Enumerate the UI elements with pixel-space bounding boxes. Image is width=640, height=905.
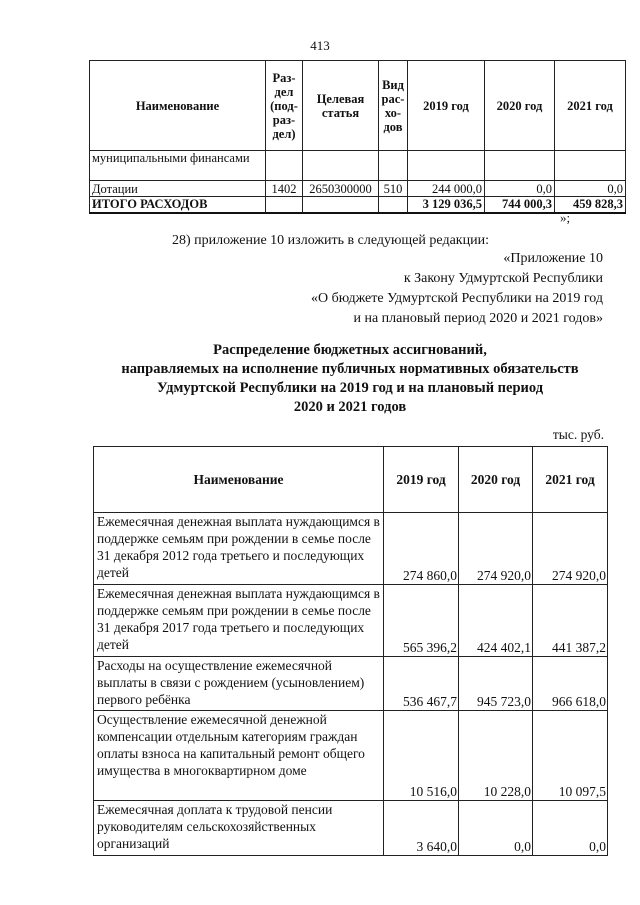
document-title [70, 341, 630, 417]
title-line: 2020 и 2021 годов [293, 399, 407, 415]
row-2020: 0,0 [459, 801, 533, 856]
header-name: Наименование [90, 61, 266, 151]
row-type: 510 [379, 181, 408, 197]
header-target: Целевая статья [303, 61, 379, 151]
row-name: Ежемесячная доплата к трудовой пенсии руководителям сельскохозяйственных организаций [94, 801, 384, 856]
table-row [94, 585, 608, 657]
row-2020: 10 228,0 [459, 711, 533, 801]
table-row [94, 657, 608, 711]
header-2021: 2021 год [555, 61, 626, 151]
row-2021: 966 618,0 [533, 657, 608, 711]
header-2021: 2021 год [533, 447, 608, 513]
header-type: Вид рас- хо- дов [379, 61, 408, 151]
total-type [379, 197, 408, 213]
total-2019: 3 129 036,5 [408, 197, 485, 213]
row-2021: 0,0 [555, 181, 626, 197]
row-2019: 244 000,0 [408, 181, 485, 197]
row-2019: 3 640,0 [384, 801, 459, 856]
obligations-table [93, 446, 608, 856]
row-section [266, 151, 303, 181]
total-section [266, 197, 303, 213]
page-number: 413 [310, 38, 330, 53]
row-2021: 0,0 [533, 801, 608, 856]
row-2019: 274 860,0 [384, 513, 459, 585]
row-name: Ежемесячная денежная выплата нуждающимся в поддержке семьям при рождении в семье после 31 декабря 2017 года третьего и последующих детей [94, 585, 384, 657]
appendix-heading [223, 249, 603, 329]
table-row [90, 181, 626, 197]
title-line: Удмуртской Республики на 2019 год и на плановый период [156, 380, 544, 396]
row-2019: 565 396,2 [384, 585, 459, 657]
appendix-line: к Закону Удмуртской Республики [403, 271, 603, 286]
row-2021: 274 920,0 [533, 513, 608, 585]
units-label: тыс. руб. [552, 427, 604, 442]
row-2019: 536 467,7 [384, 657, 459, 711]
row-target: 2650300000 [303, 181, 379, 197]
table-header-row [94, 447, 608, 513]
total-2020: 744 000,3 [485, 197, 555, 213]
header-name: Наименование [94, 447, 384, 513]
row-2019 [408, 151, 485, 181]
table-row [94, 801, 608, 856]
appendix-line: и на плановый период 2020 и 2021 годов» [353, 311, 603, 326]
row-2020: 424 402,1 [459, 585, 533, 657]
total-2021: 459 828,3 [555, 197, 626, 213]
row-name: Дотации [90, 181, 266, 197]
table-row [94, 513, 608, 585]
row-name: муниципальными финансами [90, 151, 266, 181]
row-2020 [485, 151, 555, 181]
expenses-table [89, 60, 626, 214]
instruction-text: 28) приложение 10 изложить в следующей редакции: [172, 233, 489, 248]
header-2020: 2020 год [485, 61, 555, 151]
row-name: Ежемесячная денежная выплата нуждающимся в поддержке семьям при рождении в семье после 31 декабря 2012 года третьего и последующих детей [94, 513, 384, 585]
row-2021 [555, 151, 626, 181]
row-2020: 274 920,0 [459, 513, 533, 585]
header-2019: 2019 год [384, 447, 459, 513]
row-name: Расходы на осуществление ежемесячной выплаты в связи с рождением (усыновлением) первого ребёнка [94, 657, 384, 711]
row-type [379, 151, 408, 181]
row-2021: 10 097,5 [533, 711, 608, 801]
row-name: Осуществление ежемесячной денежной компенсации отдельным категориям граждан оплаты взноса на капитальный ремонт общего имущества в многоквартирном доме [94, 711, 384, 801]
row-2020: 0,0 [485, 181, 555, 197]
row-target [303, 151, 379, 181]
closing-quote: »; [560, 210, 571, 225]
title-line: Распределение бюджетных ассигнований, [213, 342, 487, 358]
row-2019: 10 516,0 [384, 711, 459, 801]
header-section: Раз- дел (под- раз- дел) [266, 61, 303, 151]
appendix-line: «О бюджете Удмуртской Республики на 2019 год [310, 291, 603, 306]
total-row [90, 197, 626, 213]
header-2019: 2019 год [408, 61, 485, 151]
row-2020: 945 723,0 [459, 657, 533, 711]
total-label: ИТОГО РАСХОДОВ [90, 197, 266, 213]
title-line: направляемых на исполнение публичных нормативных обязательств [121, 361, 579, 377]
table-row [94, 711, 608, 801]
table-header-row [90, 61, 626, 151]
header-2020: 2020 год [459, 447, 533, 513]
row-2021: 441 387,2 [533, 585, 608, 657]
total-target [303, 197, 379, 213]
appendix-line: «Приложение 10 [503, 251, 603, 266]
table-row [90, 151, 626, 181]
row-section: 1402 [266, 181, 303, 197]
